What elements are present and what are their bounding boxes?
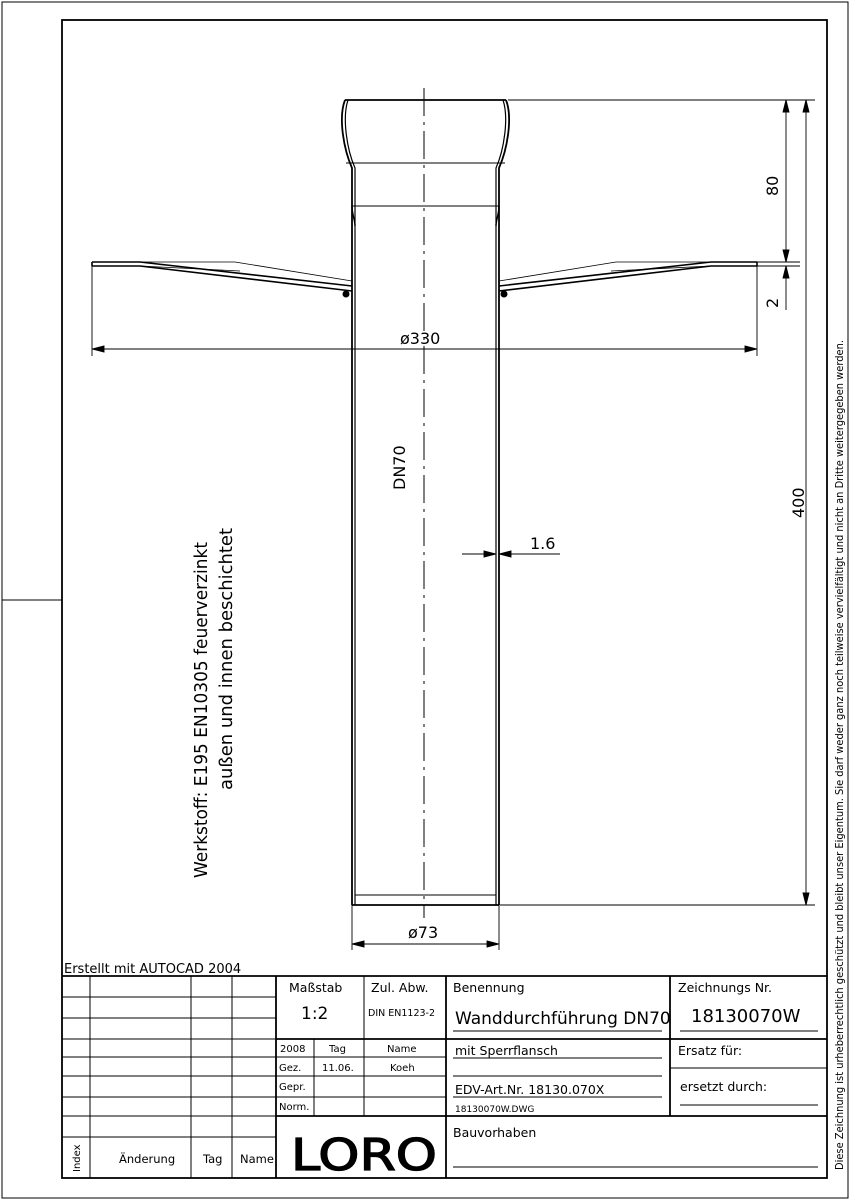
drawn-name: Koeh: [390, 1063, 415, 1074]
designation-sub: mit Sperrflansch: [455, 1043, 558, 1058]
weld-left: [343, 291, 349, 297]
project-label: Bauvorhaben: [453, 1125, 537, 1140]
socket-inner: [345, 100, 505, 905]
rev-header-change: Änderung: [119, 1152, 176, 1166]
socket-outer: [342, 100, 509, 905]
rev-header-day: Tag: [203, 1152, 223, 1166]
scale-label: Maßstab: [289, 980, 343, 995]
weld-right: [501, 291, 507, 297]
created-with: Erstellt mit AUTOCAD 2004: [64, 962, 242, 977]
edv-number: EDV-Art.Nr. 18130.070X: [455, 1082, 605, 1097]
dim-length-total: 400: [789, 487, 808, 518]
logo-text: LORO: [291, 1130, 437, 1181]
socket-transition: [352, 206, 499, 226]
day-label: Tag: [329, 1044, 346, 1055]
tolerance-value: DIN EN1123-2: [368, 1008, 436, 1019]
file-name: 18130070W.DWG: [455, 1105, 535, 1115]
drawing-frame: [62, 20, 827, 1178]
replaced-by-label: ersetzt durch:: [680, 1079, 768, 1094]
tolerance-label: Zul. Abw.: [371, 980, 429, 995]
name-label: Name: [387, 1044, 417, 1055]
designation-label: Benennung: [453, 980, 525, 995]
dim-flange-offset: 2: [763, 297, 782, 308]
drawn-day: 11.06.: [322, 1063, 354, 1074]
drawn-label: Gez.: [279, 1063, 302, 1074]
dim-flange-diameter: ø330: [400, 329, 441, 348]
material-note-line1: Werkstoff: E195 EN10305 feuerverzinkt: [192, 531, 212, 878]
checked-label: Gepr.: [279, 1082, 306, 1093]
dim-socket-length: 80: [763, 175, 782, 196]
copyright-note: Diese Zeichnung ist urheberrechtlich geschützt und bleibt unser Eigentum. Sie darf weder ganz noch teilweise vervielfältigt und nicht an Dritte weitergegeben werden.: [835, 314, 846, 1170]
flange-left: [92, 262, 352, 291]
year: 2008: [280, 1044, 306, 1055]
drawing-no: 18130070W: [691, 1006, 801, 1027]
rev-header-index: Index: [72, 1144, 83, 1172]
replacement-for-label: Ersatz für:: [678, 1043, 743, 1058]
dim-pipe-diameter: ø73: [408, 923, 439, 942]
flange-right: [499, 262, 757, 291]
dim-wall-thickness: 1.6: [530, 534, 556, 553]
rev-header-name: Name: [240, 1152, 274, 1166]
drawing-no-label: Zeichnungs Nr.: [678, 980, 773, 995]
loro-logo: [291, 1130, 437, 1181]
material-note-line2: außen und innen beschichtet: [217, 534, 237, 790]
norm-label: Norm.: [279, 1102, 310, 1113]
nominal-size-label: DN70: [390, 445, 409, 490]
scale-value: 1:2: [301, 1004, 329, 1024]
designation: Wanddurchführung DN70: [455, 1009, 671, 1029]
